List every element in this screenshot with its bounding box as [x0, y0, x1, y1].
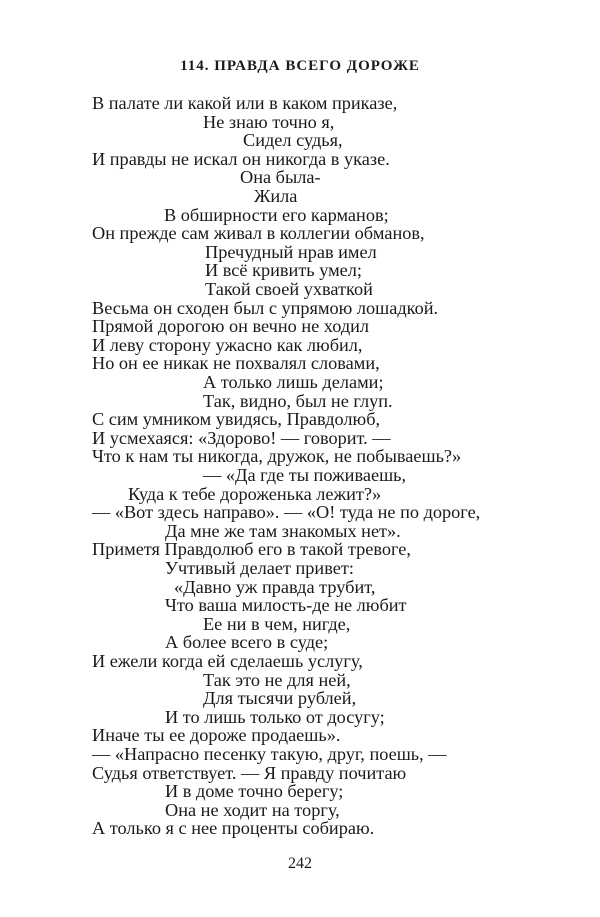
poem-line: В обширности его карманов; [164, 204, 389, 225]
poem-line: «Давно уж правда трубит, [174, 576, 376, 597]
poem-line: И всё кривить умел; [205, 260, 362, 281]
poem-line: Весьма он сходен был с упрямою лошадкой. [92, 297, 439, 318]
poem-line: И то лишь только от досугу; [165, 706, 385, 727]
poem-line: Но он ее никак не похвалял словами, [92, 353, 380, 374]
poem-line: Она не ходит на торгу, [165, 799, 340, 820]
poem-line: Сидел судья, [243, 130, 343, 151]
poem-line: И правды не искал он никогда в указе. [92, 148, 390, 169]
poem-line: Такой своей ухваткой [205, 279, 373, 299]
poem-line: А только я с нее проценты собираю. [92, 818, 375, 839]
poem-line: И усмехаяся: «Здорово! — говорит. — [92, 427, 391, 448]
poem-line: Пречудный нрав имел [205, 241, 377, 262]
poem-line: Так это не для ней, [203, 669, 351, 690]
poem-line: — «Напрасно песенку такую, друг, поешь, — [92, 744, 447, 764]
poem-line: Не знаю точно я, [203, 111, 335, 132]
poem-line: Куда к тебе дороженька лежит?» [128, 483, 382, 504]
poem-line: Прямой дорогою он вечно не ходил [92, 316, 370, 337]
poem-title: 114. ПРАВДА ВСЕГО ДОРОЖЕ [180, 58, 420, 74]
poem-line: Приметя Правдолюб его в такой тревоге, [92, 539, 411, 560]
poem-line: Ее ни в чем, нигде, [203, 613, 351, 634]
poem-line: Иначе ты ее дороже продаешь». [92, 725, 341, 746]
poem-line: Она была- [240, 167, 321, 188]
poem-line: А более всего в суде; [165, 632, 329, 653]
poem-line: Учтивый делает привет: [165, 558, 354, 578]
poem-line: Судья ответствует. — Я правду почитаю [92, 762, 407, 783]
poem-line: И в доме точно берегу; [165, 781, 344, 802]
poem-line: Так, видно, был не глуп. [203, 390, 393, 411]
poem-line: Для тысячи рублей, [203, 688, 357, 709]
poem-line: И ежели когда ей сделаешь услугу, [92, 651, 363, 671]
poem-line: — «Вот здесь направо». — «О! туда не по дороге, [92, 502, 481, 523]
poem-line: Жила [254, 186, 298, 206]
poem-line: А только лишь делами; [203, 372, 384, 392]
poem-line: Что ваша милость-де не любит [165, 595, 407, 616]
poem-line: Он прежде сам живал в коллегии обманов, [92, 223, 425, 244]
poem-line: В палате ли какой или в каком приказе, [92, 93, 398, 113]
page-number: 242 [288, 855, 312, 872]
poem-line: Да мне же там знакомых нет». [165, 520, 401, 541]
poem-line: Что к нам ты никогда, дружок, не побываешь?» [92, 446, 462, 467]
poem-line: С сим умником увидясь, Правдолюб, [92, 409, 381, 430]
poem-line: И леву сторону ужасно как любил, [92, 334, 363, 355]
poem-line: — «Да где ты поживаешь, [203, 465, 407, 485]
